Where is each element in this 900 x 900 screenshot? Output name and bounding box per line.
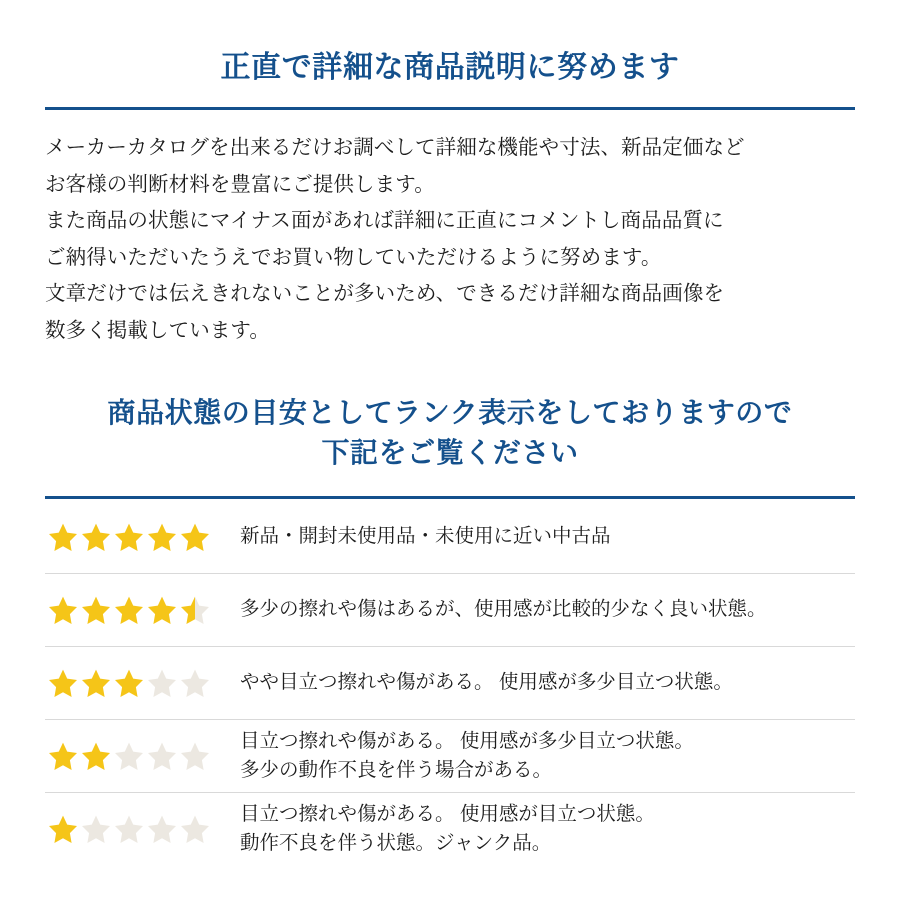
- star-filled-icon: [113, 667, 145, 699]
- intro-line: また商品の状態にマイナス面があれば詳細に正直にコメントし商品品質に: [45, 209, 724, 233]
- rank-section-title-line1: 商品状態の目安としてランク表示をしておりますので: [107, 397, 793, 429]
- star-empty-icon: [146, 740, 178, 772]
- rank-row: [45, 720, 855, 793]
- star-filled-icon: [113, 594, 145, 626]
- rank-row: [45, 501, 855, 574]
- rank-description-line: やや目立つ擦れや傷がある。 使用感が多少目立つ状態。: [240, 671, 733, 694]
- rank-table: [45, 501, 855, 866]
- star-empty-icon: [80, 813, 112, 845]
- rank-description: [222, 727, 855, 786]
- page-title: 正直で詳細な商品説明に努めます: [220, 51, 680, 85]
- rank-row: [45, 574, 855, 647]
- rank-star-rating: [45, 740, 222, 772]
- intro-line: 文章だけでは伝えきれないことが多いため、できるだけ詳細な商品画像を: [45, 282, 725, 306]
- rank-star-rating: [45, 813, 222, 845]
- star-filled-icon: [47, 594, 79, 626]
- star-filled-icon: [47, 740, 79, 772]
- intro-line: お客様の判断材料を豊富にご提供します。: [45, 172, 435, 196]
- rank-row: [45, 793, 855, 866]
- rank-description-line: 目立つ擦れや傷がある。 使用感が多少目立つ状態。: [240, 729, 694, 752]
- rank-description: [222, 595, 855, 624]
- star-filled-icon: [47, 521, 79, 553]
- intro-line: メーカーカタログを出来るだけお調べして詳細な機能や寸法、新品定価など: [45, 136, 745, 160]
- star-filled-icon: [113, 521, 145, 553]
- rank-description-line: 目立つ擦れや傷がある。 使用感が目立つ状態。: [240, 803, 655, 826]
- star-empty-icon: [146, 813, 178, 845]
- rank-section-title: [45, 393, 855, 473]
- star-empty-icon: [179, 813, 211, 845]
- rank-description-line: 多少の動作不良を伴う場合がある。: [240, 758, 553, 781]
- rank-row: [45, 647, 855, 720]
- star-filled-icon: [80, 667, 112, 699]
- rank-description-line: 動作不良を伴う状態。ジャンク品。: [240, 832, 552, 855]
- intro-line: 数多く掲載しています。: [45, 318, 270, 342]
- intro-paragraphs: [45, 130, 855, 349]
- rank-section-title-line2: 下記をご覧ください: [321, 436, 579, 468]
- star-filled-icon: [80, 740, 112, 772]
- rank-star-rating: [45, 594, 222, 626]
- rank-description-line: 新品・開封未使用品・未使用に近い中古品: [240, 525, 611, 548]
- rank-description: [222, 668, 855, 697]
- star-empty-icon: [113, 740, 145, 772]
- divider-mid: [45, 496, 855, 499]
- star-empty-icon: [113, 813, 145, 845]
- rank-star-rating: [45, 667, 222, 699]
- intro-line: ご納得いただいたうえでお買い物していただけるように努めます。: [45, 245, 662, 269]
- star-filled-icon: [179, 521, 211, 553]
- rank-description: [222, 522, 855, 551]
- rank-star-rating: [45, 521, 222, 553]
- star-filled-icon: [146, 521, 178, 553]
- star-filled-icon: [80, 594, 112, 626]
- star-empty-icon: [146, 667, 178, 699]
- star-empty-icon: [179, 667, 211, 699]
- divider-top: [45, 107, 855, 110]
- star-filled-icon: [47, 667, 79, 699]
- star-filled-icon: [146, 594, 178, 626]
- star-half-icon: [179, 594, 211, 626]
- star-filled-icon: [47, 813, 79, 845]
- star-empty-icon: [179, 740, 211, 772]
- rank-description: [222, 800, 855, 859]
- rank-description-line: 多少の擦れや傷はあるが、使用感が比較的少なく良い状態。: [240, 598, 767, 621]
- star-filled-icon: [80, 521, 112, 553]
